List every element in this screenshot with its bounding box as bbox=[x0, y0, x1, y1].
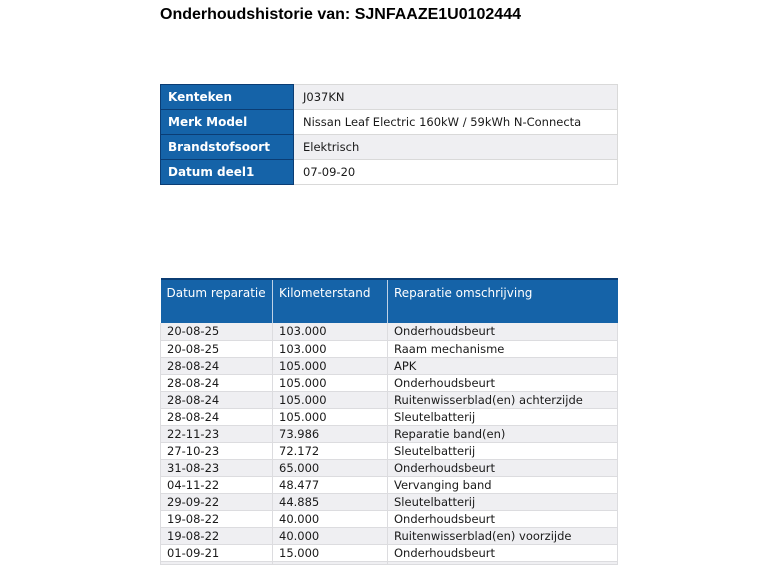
table-row bbox=[161, 340, 618, 357]
cell-datum: 29-09-22 bbox=[161, 493, 273, 510]
maintenance-history-table bbox=[160, 278, 618, 565]
cell-datum: 22-11-23 bbox=[161, 425, 273, 442]
cell-omschrijving: Reparatie band(en) bbox=[388, 425, 618, 442]
cell-omschrijving: Onderhoudsbeurt bbox=[388, 459, 618, 476]
table-row bbox=[161, 493, 618, 510]
cell-omschrijving: Ruitenwisserblad(en) achterzijde bbox=[388, 391, 618, 408]
cell-omschrijving: Onderhoudsbeurt bbox=[388, 323, 618, 340]
table-row bbox=[161, 476, 618, 493]
cell-kilometerstand: 105.000 bbox=[273, 374, 388, 391]
column-header-datum-reparatie: Datum reparatie bbox=[161, 279, 273, 323]
cell-omschrijving: Ruitenwisserblad(en) voorzijde bbox=[388, 527, 618, 544]
cell-datum: 28-08-24 bbox=[161, 408, 273, 425]
vehicle-info-label-kenteken: Kenteken bbox=[161, 85, 294, 110]
vehicle-info-value-merk-model: Nissan Leaf Electric 160kW / 59kWh N-Connecta bbox=[294, 110, 618, 135]
page-title: Onderhoudshistorie van: SJNFAAZE1U0102444 bbox=[160, 6, 521, 23]
cell-datum: 31-08-23 bbox=[161, 459, 273, 476]
cell-kilometerstand: 15.000 bbox=[273, 544, 388, 561]
table-row bbox=[161, 527, 618, 544]
cell-datum: 19-08-22 bbox=[161, 510, 273, 527]
cell-datum: 28-08-24 bbox=[161, 357, 273, 374]
vehicle-info-value-kenteken: J037KN bbox=[294, 85, 618, 110]
cell-kilometerstand: 105.000 bbox=[273, 408, 388, 425]
vehicle-info-row bbox=[161, 110, 618, 135]
cell-kilometerstand: 73.986 bbox=[273, 425, 388, 442]
cell-datum: 19-08-22 bbox=[161, 527, 273, 544]
cell-datum: 20-08-25 bbox=[161, 340, 273, 357]
cell-omschrijving: Onderhoudsbeurt bbox=[388, 510, 618, 527]
cell-omschrijving: Sleutelbatterij bbox=[388, 493, 618, 510]
cell-kilometerstand: 48.477 bbox=[273, 476, 388, 493]
table-row bbox=[161, 442, 618, 459]
cell-datum: 04-11-22 bbox=[161, 476, 273, 493]
cell-datum: 27-10-23 bbox=[161, 442, 273, 459]
cell-omschrijving: APK bbox=[388, 357, 618, 374]
cell-omschrijving: Sleutelbatterij bbox=[388, 408, 618, 425]
cell-kilometerstand: 105.000 bbox=[273, 391, 388, 408]
cell-kilometerstand: 40.000 bbox=[273, 527, 388, 544]
vehicle-info-value-datum-deel1: 07-09-20 bbox=[294, 160, 618, 185]
vehicle-info-row bbox=[161, 85, 618, 110]
vehicle-info-value-brandstofsoort: Elektrisch bbox=[294, 135, 618, 160]
cell-datum bbox=[161, 561, 273, 564]
cell-omschrijving: Onderhoudsbeurt bbox=[388, 544, 618, 561]
column-header-reparatie-omschrijving: Reparatie omschrijving bbox=[388, 279, 618, 323]
table-row-partial bbox=[161, 561, 618, 564]
table-row bbox=[161, 357, 618, 374]
cell-omschrijving: Vervanging band bbox=[388, 476, 618, 493]
cell-datum: 28-08-24 bbox=[161, 374, 273, 391]
vehicle-info-label-datum-deel1: Datum deel1 bbox=[161, 160, 294, 185]
cell-kilometerstand: 103.000 bbox=[273, 323, 388, 340]
vehicle-info-label-brandstofsoort: Brandstofsoort bbox=[161, 135, 294, 160]
vehicle-info-table bbox=[160, 84, 618, 185]
cell-omschrijving bbox=[388, 561, 618, 564]
cell-kilometerstand: 65.000 bbox=[273, 459, 388, 476]
cell-kilometerstand: 72.172 bbox=[273, 442, 388, 459]
cell-omschrijving: Onderhoudsbeurt bbox=[388, 374, 618, 391]
table-row bbox=[161, 408, 618, 425]
vehicle-info-row bbox=[161, 160, 618, 185]
cell-datum: 01-09-21 bbox=[161, 544, 273, 561]
table-row bbox=[161, 323, 618, 340]
cell-omschrijving: Sleutelbatterij bbox=[388, 442, 618, 459]
cell-kilometerstand: 105.000 bbox=[273, 357, 388, 374]
table-row bbox=[161, 510, 618, 527]
cell-kilometerstand bbox=[273, 561, 388, 564]
table-row bbox=[161, 425, 618, 442]
vehicle-info-row bbox=[161, 135, 618, 160]
cell-kilometerstand: 103.000 bbox=[273, 340, 388, 357]
header-row bbox=[161, 279, 618, 323]
vehicle-info-label-merk-model: Merk Model bbox=[161, 110, 294, 135]
cell-kilometerstand: 40.000 bbox=[273, 510, 388, 527]
cell-omschrijving: Raam mechanisme bbox=[388, 340, 618, 357]
cell-datum: 28-08-24 bbox=[161, 391, 273, 408]
cell-kilometerstand: 44.885 bbox=[273, 493, 388, 510]
column-header-kilometerstand: Kilometerstand bbox=[273, 279, 388, 323]
cell-datum: 20-08-25 bbox=[161, 323, 273, 340]
table-row bbox=[161, 374, 618, 391]
table-row bbox=[161, 544, 618, 561]
table-row bbox=[161, 391, 618, 408]
table-row bbox=[161, 459, 618, 476]
